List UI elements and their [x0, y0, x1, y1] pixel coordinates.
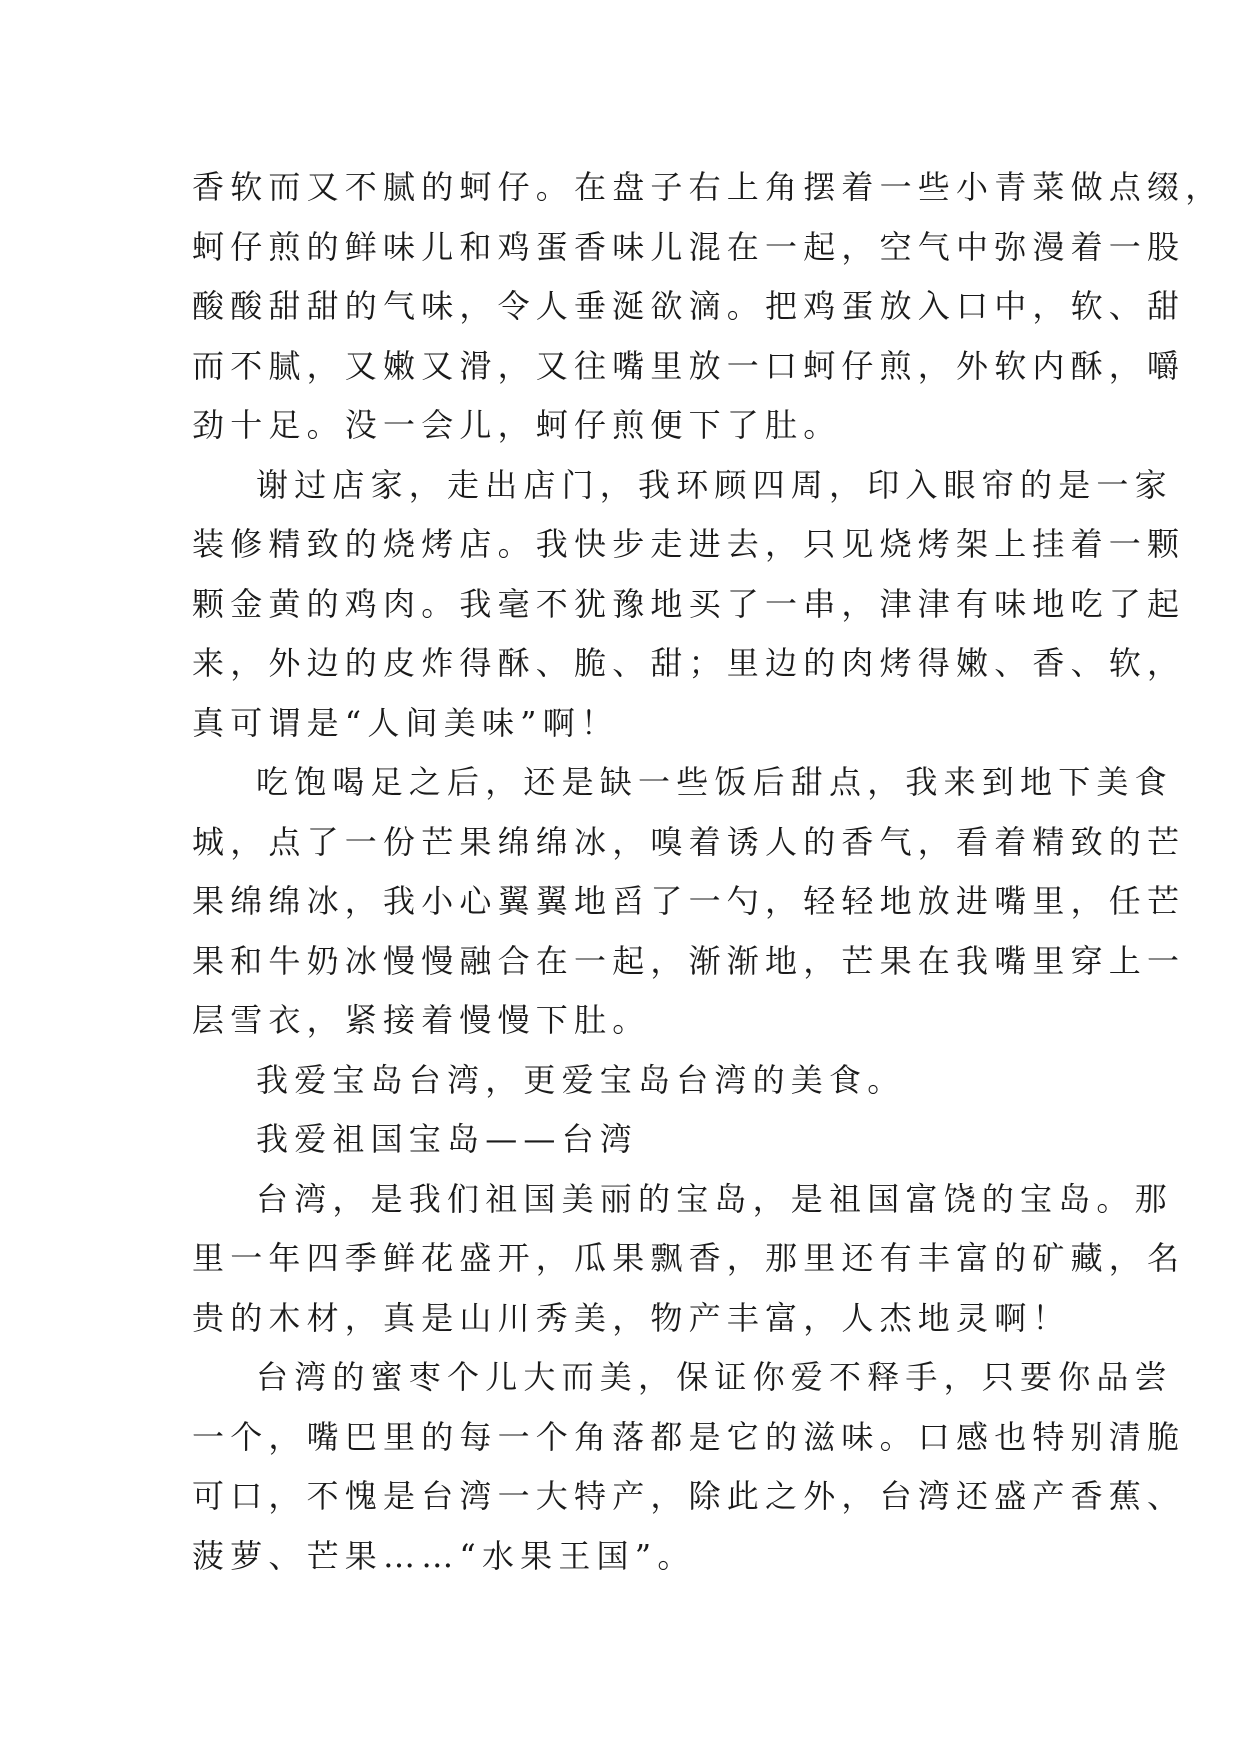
text-line-14: 果和牛奶冰慢慢融合在一起，渐渐地，芒果在我嘴里穿上一 — [192, 941, 1186, 980]
text-line-23: 可口，不愧是台湾一大特产，除此之外，台湾还盛产香蕉、 — [192, 1477, 1186, 1515]
section-title: 我爱祖国宝岛——台湾 — [256, 1120, 639, 1158]
text-line-19: 里一年四季鲜花盛开，瓜果飘香，那里还有丰富的矿藏，名 — [192, 1239, 1186, 1277]
text-line-8: 颗金黄的鸡肉。我毫不犹豫地买了一串，津津有味地吃了起 — [192, 584, 1186, 623]
text-line-18: 台湾，是我们祖国美丽的宝岛，是祖国富饶的宝岛。那 — [256, 1179, 1173, 1218]
text-line-12: 城，点了一份芒果绵绵冰，嗅着诱人的香气，看着精致的芒 — [192, 822, 1186, 861]
text-line-22: 一个，嘴巴里的每一个角落都是它的滋味。口感也特别清脆 — [192, 1417, 1186, 1456]
document-body — [192, 158, 1224, 1586]
text-line-4: 而不腻，又嫩又滑，又往嘴里放一口蚵仔煎，外软内酥，嚼 — [192, 346, 1186, 385]
text-line-10: 真可谓是“人间美味”啊！ — [192, 703, 620, 742]
text-line-11: 吃饱喝足之后，还是缺一些饭后甜点，我来到地下美食 — [256, 763, 1173, 801]
text-line-2: 蚵仔煎的鲜味儿和鸡蛋香味儿混在一起，空气中弥漫着一股 — [192, 227, 1186, 266]
text-line-20: 贵的木材，真是山川秀美，物产丰富，人杰地灵啊！ — [192, 1298, 1071, 1337]
text-line-1: 香软而又不腻的蚵仔。在盘子右上角摆着一些小青菜做点缀， — [192, 168, 1224, 206]
text-line-5: 劲十足。没一会儿，蚵仔煎便下了肚。 — [192, 406, 842, 444]
text-line-21: 台湾的蜜枣个儿大而美，保证你爱不释手，只要你品尝 — [256, 1358, 1173, 1396]
text-line-3: 酸酸甜甜的气味，令人垂涎欲滴。把鸡蛋放入口中，软、甜 — [192, 287, 1186, 325]
text-line-24: 菠萝、芒果……“水果王国”。 — [192, 1536, 696, 1575]
text-line-6: 谢过店家，走出店门，我环顾四周，印入眼帘的是一家 — [256, 465, 1173, 504]
text-line-16: 我爱宝岛台湾，更爱宝岛台湾的美食。 — [256, 1060, 906, 1099]
text-line-9: 来，外边的皮炸得酥、脆、甜；里边的肉烤得嫩、香、软， — [192, 644, 1186, 682]
text-line-15: 层雪衣，紧接着慢慢下肚。 — [192, 1001, 651, 1039]
text-line-13: 果绵绵冰，我小心翼翼地舀了一勺，轻轻地放进嘴里，任芒 — [192, 882, 1186, 920]
text-line-7: 装修精致的烧烤店。我快步走进去，只见烧烤架上挂着一颗 — [192, 525, 1186, 563]
